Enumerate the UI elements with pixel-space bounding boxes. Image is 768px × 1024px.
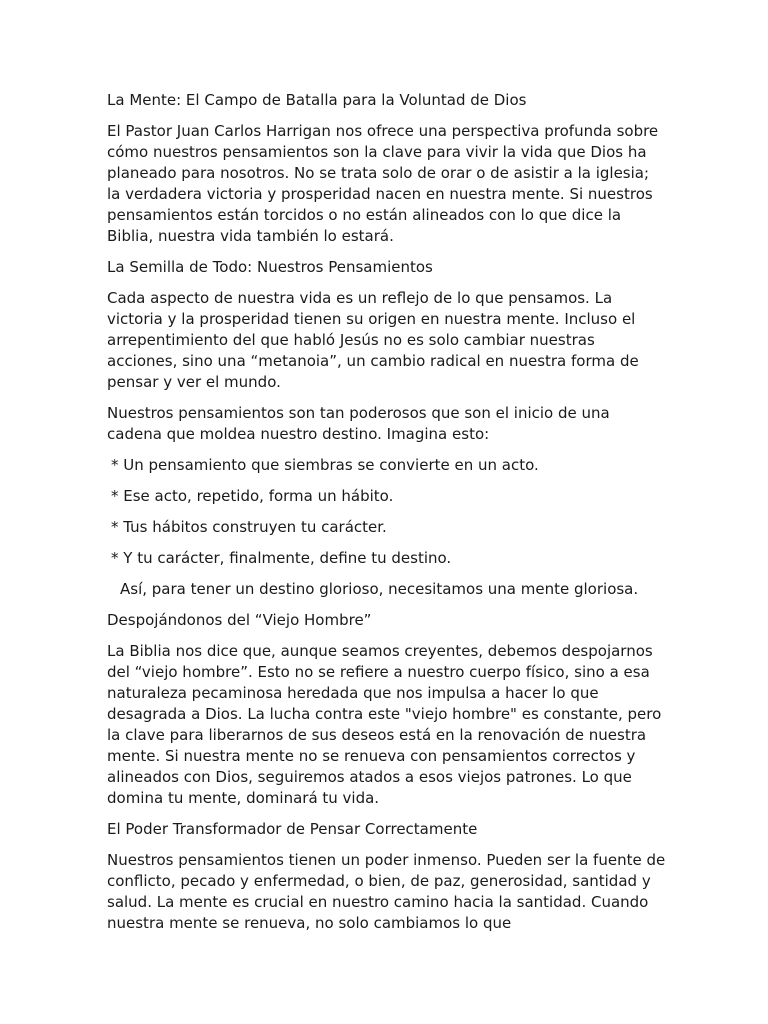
section-seed-paragraph-1: Cada aspecto de nuestra vida es un reflejo de lo que pensamos. La victoria y la prosperidad tienen su origen en nuestra mente. Incluso el arrepentimiento del que habló Jesús no es solo cambiar nuestras acciones, sino una “metanoia”, un cambio radical en nuestra forma de pensar y ver el mundo. [107, 289, 639, 391]
section-seed-conclusion: Así, para tener un destino glorioso, necesitamos una mente gloriosa. [120, 580, 639, 598]
list-item: * Un pensamiento que siembras se convierte en un acto. [111, 456, 539, 474]
section-heading-old-man: Despojándonos del “Viejo Hombre” [107, 611, 372, 629]
document-page [107, 90, 667, 944]
section-transforming-power-paragraph: Nuestros pensamientos tienen un poder inmenso. Pueden ser la fuente de conflicto, pecado y enfermedad, o bien, de paz, generosidad, santidad y salud. La mente es crucial en nuestro camino hacia la santidad. Cuando nuestra mente se renueva, no solo cambiamos lo que [107, 851, 666, 932]
list-item: * Y tu carácter, finalmente, define tu destino. [111, 549, 452, 567]
list-item: * Tus hábitos construyen tu carácter. [111, 518, 387, 536]
intro-paragraph: El Pastor Juan Carlos Harrigan nos ofrece una perspectiva profunda sobre cómo nuestros pensamientos son la clave para vivir la vida que Dios ha planeado para nosotros. No se trata solo de orar o de asistir a la iglesia; la verdadera victoria y prosperidad nacen en nuestra mente. Si nuestros pensamientos están torcidos o no están alineados con lo que dice la Biblia, nuestra vida también lo estará. [107, 122, 659, 245]
section-heading-seed: La Semilla de Todo: Nuestros Pensamientos [107, 258, 433, 276]
section-heading-transforming-power: El Poder Transformador de Pensar Correctamente [107, 820, 478, 838]
section-seed-paragraph-2: Nuestros pensamientos son tan poderosos que son el inicio de una cadena que moldea nuestro destino. Imagina esto: [107, 404, 610, 443]
document-title: La Mente: El Campo de Batalla para la Voluntad de Dios [107, 91, 527, 109]
list-item: * Ese acto, repetido, forma un hábito. [111, 487, 394, 505]
section-old-man-paragraph: La Biblia nos dice que, aunque seamos creyentes, debemos despojarnos del “viejo hombre”. Esto no se refiere a nuestro cuerpo físico, sino a esa naturaleza pecaminosa heredada que nos impulsa a hacer lo que desagrada a Dios. La lucha contra este "viejo hombre" es constante, pero la clave para liberarnos de sus deseos está en la renovación de nuestra mente. Si nuestra mente no se renueva con pensamientos correctos y alineados con Dios, seguiremos atados a esos viejos patrones. Lo que domina tu mente, dominará tu vida. [107, 642, 662, 807]
